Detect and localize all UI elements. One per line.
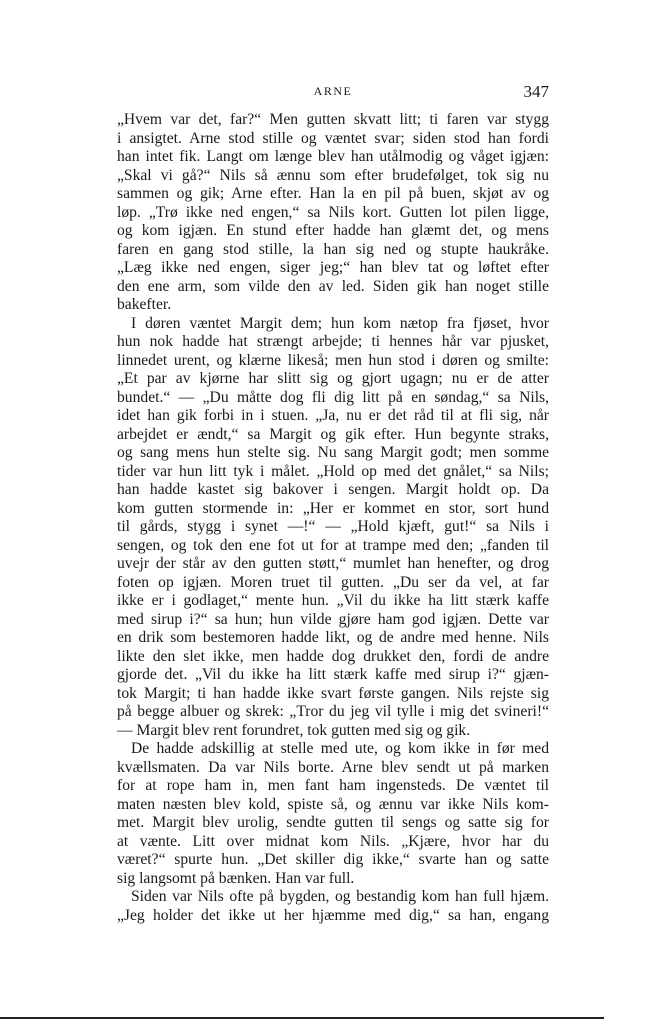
text-line: til gårds, stygg i synet —!“ — „Hold kjæft, gut!“ sa Nils i <box>117 518 549 535</box>
text-line: ikke er i godlaget,“ mente hun. „Vil du ikke ha litt stærk kaffe <box>117 592 549 609</box>
text-line: at væntе. Litt over midnat kom Nils. „Kjære, hvor har du <box>117 832 549 850</box>
text-line: „Hvem var det, far?“ Men gutten skvatt litt; ti faren var stygg <box>117 111 549 128</box>
text-line: løp. „Trø ikke ned engen,“ sa Nils kort. Gutten lot pilen ligge, <box>117 203 549 221</box>
text-line: Siden var Nils ofte på bygden, og bestandig kom han full hjæm. <box>131 888 549 905</box>
running-head: ARNE <box>313 84 353 98</box>
text-line: tider var hun litt tyk i målet. „Hold op med det gnålet,“ sa Nils; <box>117 462 549 480</box>
text-line: I døren væntet Margit dem; hun kom nætop fra fjøset, hvor <box>131 314 549 332</box>
text-line: og kom igjæn. En stund efter hadde han glæmt det, og mens <box>117 222 549 239</box>
text-line: sammen og gik; Arne efter. Han la en pil på buen, skjøt av og <box>117 185 549 202</box>
text-line: bakefter. <box>117 296 172 313</box>
text-line: i ansigtet. Arne stod stille og væntet svar; siden stod han fordi <box>117 129 549 147</box>
text-line: bundet.“ — „Du måtte dog fli dig litt på en søndag,“ sa Nils, <box>117 388 549 406</box>
text-line: De hadde adskillig at stelle med ute, og kom ikke in før med <box>131 740 549 757</box>
text-line: „Læg ikke ned engen, siger jeg;“ han blev tat og løftet efter <box>117 259 549 276</box>
text-line: „Jeg holder det ikke ut her hjæmme med dig,“ sa han, engang <box>117 906 549 924</box>
text-line: — Margit blev rent forundret, tok gutten med sig og gik. <box>117 721 471 739</box>
text-line: kvællsmaten. Da var Nils borte. Arne blev sendt ut på marken <box>117 758 549 776</box>
text-line: han hadde kastet sig bakover i sengen. Margit holdt op. Da <box>117 481 549 498</box>
text-line: han intet fik. Langt om længe blev han utålmodig og våget igjæn: <box>117 148 549 165</box>
text-line: sig langsomt på bænken. Han var full. <box>117 869 355 887</box>
text-line: og sang mens hun stelte sig. Nu sang Margit godt; men somme <box>117 444 549 461</box>
page-number: 347 <box>523 82 549 101</box>
text-line: sengen, og tok den ene fot ut for at trampe med den; „fanden til <box>117 536 549 554</box>
text-line: uvejr der står av den gutten støtt,“ mumlet han henefter, og drog <box>117 555 549 572</box>
text-line: „Et par av kjørne har slitt sig og gjort ugagn; nu er de atter <box>117 370 549 387</box>
text-line: arbejdet er ændt,“ sa Margit og gik efter. Hun begynte straks, <box>117 425 549 443</box>
text-line: på begge albuer og skrek: „Tror du jeg vil tylle i mig det svineri!“ <box>117 703 549 720</box>
text-line: maten næsten blev kold, spiste så, og ænnu var ikke Nils kom- <box>117 795 549 813</box>
text-line: en drik som bestemoren hadde likt, og de andre med henne. Nils <box>117 629 549 646</box>
text-line: været?“ spurte hun. „Det skiller dig ikke,“ svarte han og satte <box>117 851 549 868</box>
text-line: linnedet urent, og klærne likeså; men hun stod i døren og smilte: <box>117 351 549 369</box>
text-line: kom gutten stormende in: „Her er kommet en stor, sort hund <box>117 499 549 517</box>
text-line: „Skal vi gå?“ Nils så ænnu som efter brudefølget, tok sig nu <box>117 166 549 184</box>
text-line: med sirup i?“ sa hun; hun vilde gjøre ham god igjæn. Dette var <box>117 610 549 628</box>
bottom-rule <box>0 1017 604 1019</box>
text-line: faren en gang stod stille, la han sig ned og stupte haukråke. <box>117 240 549 258</box>
text-line: met. Margit blev urolig, sendte gutten til sengs og satte sig for <box>117 814 549 831</box>
text-line: idet han gik forbi in i stuen. „Ja, nu er det råd til at fli sig, når <box>117 407 549 424</box>
text-line: for at rope ham in, men fant ham ingensteds. De væntet til <box>117 777 549 794</box>
text-line: foten op igjæn. Moren truet til gutten. „Du ser da vel, at far <box>117 573 549 591</box>
text-line: likte den slet ikke, men hadde dog drukket den, fordi de andre <box>117 647 549 665</box>
text-line: hun nok hadde hat strængt arbejde; ti hennes hår var pjusket, <box>117 333 549 350</box>
text-line: den ene arm, som vilde den av led. Siden gik han noget stille <box>117 277 549 295</box>
text-line: gjorde det. „Vil du ikke ha litt stærk kaffe med sirup i?“ gjæn- <box>117 666 549 683</box>
page-header <box>117 82 549 104</box>
text-line: tok Margit; ti han hadde ikke svart første gangen. Nils rejste sig <box>117 684 549 702</box>
body-text <box>117 111 549 925</box>
